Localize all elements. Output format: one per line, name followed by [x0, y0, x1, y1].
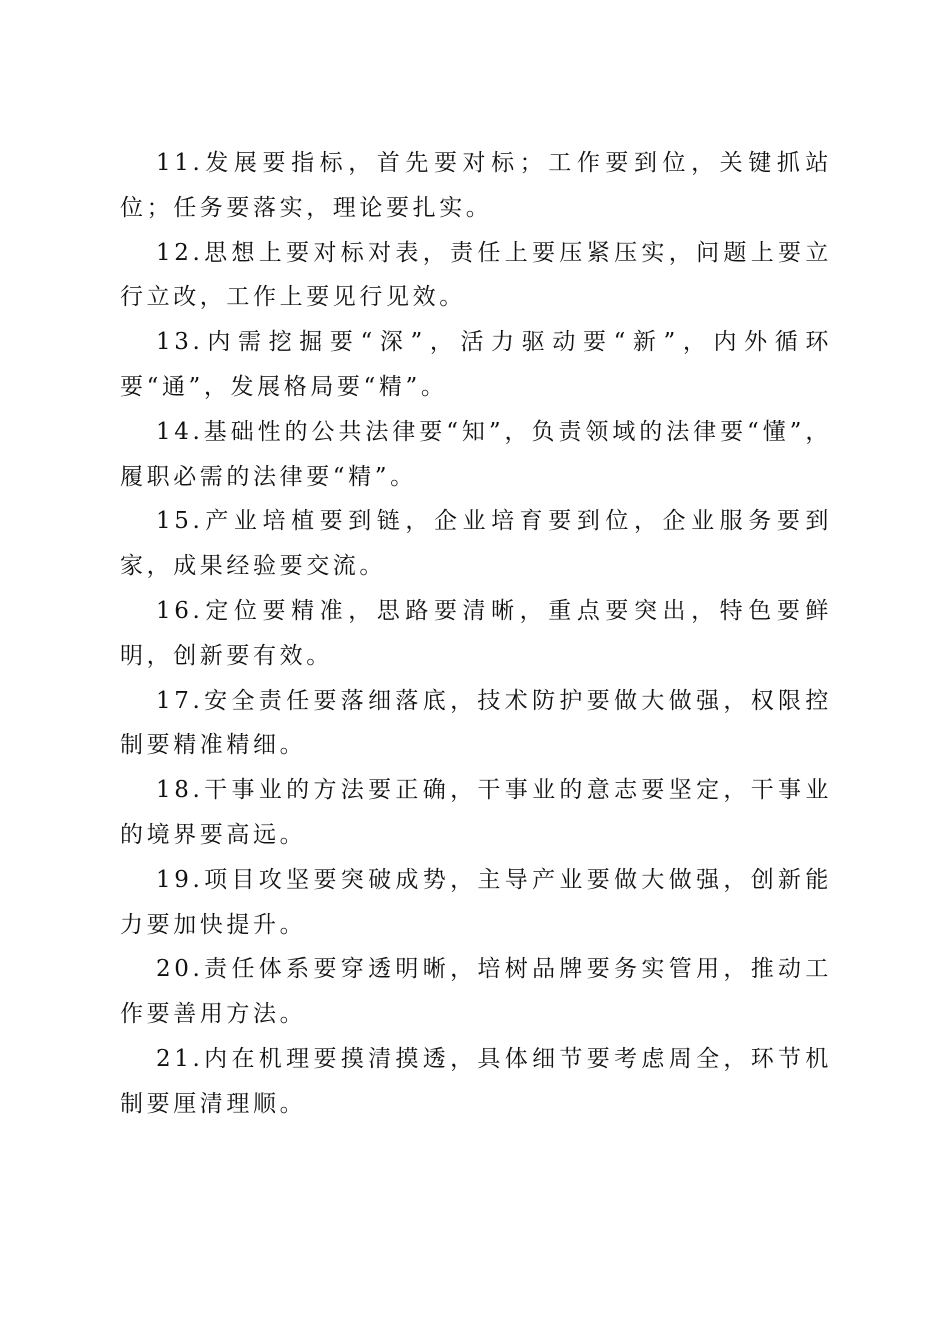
item-number: 11.	[156, 150, 204, 176]
item-number: 21.	[156, 1045, 204, 1072]
item-text: 责任体系要穿透明晰，培树品牌要务实管用，推动工作要善用方法。	[120, 956, 832, 1028]
list-item-21	[120, 1037, 832, 1127]
item-number: 17.	[156, 687, 204, 714]
item-number: 20.	[156, 956, 204, 983]
item-number: 16.	[156, 597, 204, 624]
item-number: 15.	[156, 508, 204, 535]
document-body	[120, 141, 832, 1127]
item-text: 产业培植要到链，企业培育要到位，企业服务要到家，成果经验要交流。	[120, 508, 832, 580]
item-text: 发展要指标，首先要对标；工作要到位，关键抓站位；任务要落实，理论要扎实。	[120, 150, 832, 221]
list-item-20	[120, 947, 832, 1037]
list-item-19	[120, 858, 832, 948]
item-number: 13.	[156, 329, 204, 356]
item-text: 内需挖掘要“深”，活力驱动要“新”，内外循环要“通”，发展格局要“精”。	[120, 329, 832, 400]
list-item-14	[120, 410, 832, 500]
item-text: 干事业的方法要正确，干事业的意志要坚定，干事业的境界要高远。	[120, 777, 832, 848]
list-item-15	[120, 499, 832, 589]
list-item-16	[120, 589, 832, 679]
list-item-18	[120, 768, 832, 858]
list-item-17	[120, 679, 832, 769]
item-text: 项目攻坚要突破成势，主导产业要做大做强，创新能力要加快提升。	[120, 866, 832, 938]
item-text: 思想上要对标对表，责任上要压紧压实，问题上要立行立改，工作上要见行见效。	[120, 239, 832, 311]
item-text: 定位要精准，思路要清晰，重点要突出，特色要鲜明，创新要有效。	[120, 597, 832, 669]
list-item-12	[120, 231, 832, 321]
item-text: 安全责任要落细落底，技术防护要做大做强，权限控制要精准精细。	[120, 687, 832, 759]
item-number: 19.	[156, 866, 204, 893]
item-text: 内在机理要摸清摸透，具体细节要考虑周全，环节机制要厘清理顺。	[120, 1045, 832, 1117]
list-item-11	[120, 141, 832, 231]
item-number: 18.	[156, 777, 204, 804]
list-item-13	[120, 320, 832, 410]
item-number: 12.	[156, 239, 204, 266]
item-text: 基础性的公共法律要“知”，负责领域的法律要“懂”，履职必需的法律要“精”。	[120, 418, 832, 490]
item-number: 14.	[156, 418, 204, 445]
